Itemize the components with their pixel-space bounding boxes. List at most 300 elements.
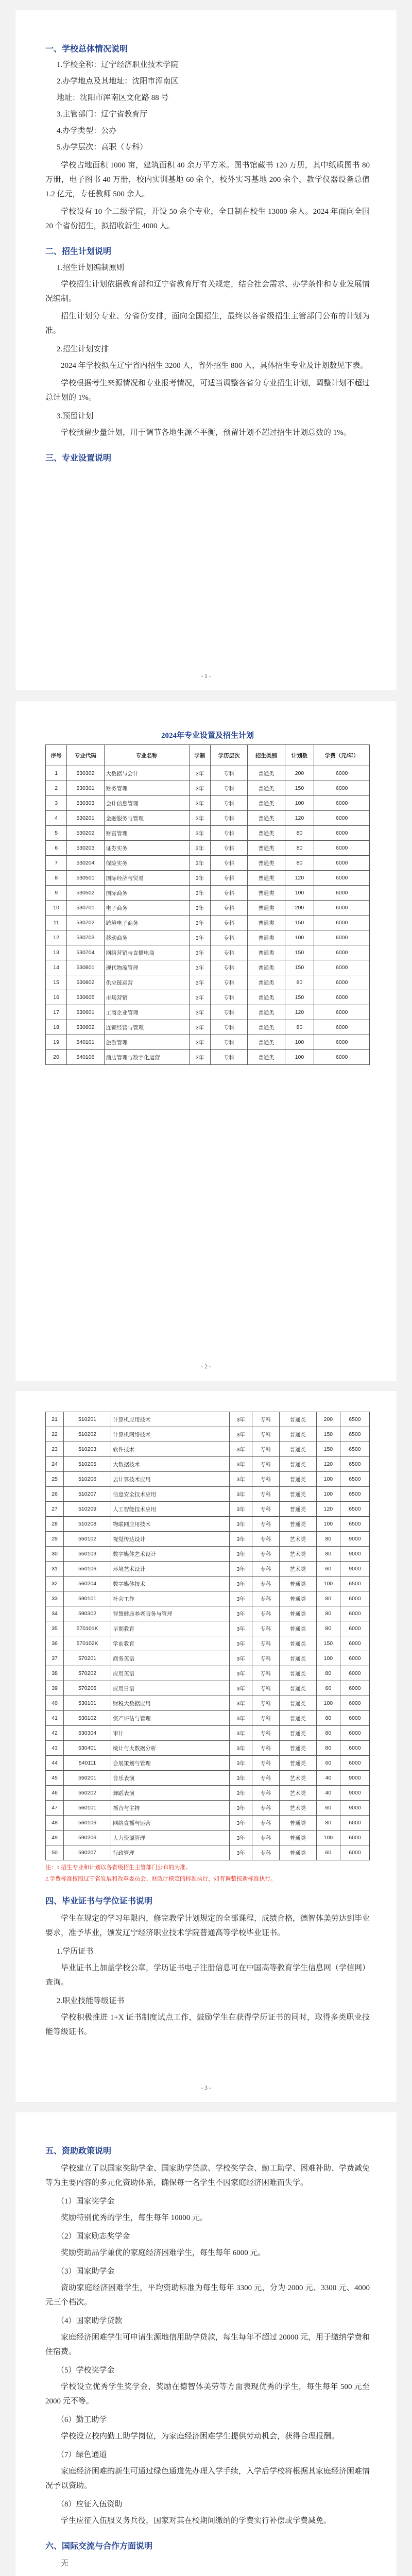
table-row (46, 1427, 370, 1442)
table-cell: 100 (285, 1035, 314, 1050)
table-cell: 3年 (230, 1726, 252, 1741)
table-cell: 18 (46, 1020, 67, 1035)
table-cell: 3年 (189, 841, 210, 856)
table-cell: 550106 (64, 1562, 111, 1577)
table-cell: 专科 (211, 1050, 248, 1065)
table-cell: 专科 (252, 1457, 280, 1472)
page-number: - 3 - (201, 2084, 211, 2091)
table-cell: 3年 (230, 1666, 252, 1681)
table-cell: 530204 (67, 856, 104, 871)
table-cell: 专科 (252, 1502, 280, 1517)
table-cell: 510201 (64, 1412, 111, 1427)
table-cell: 普通类 (248, 856, 285, 871)
table-cell: 3年 (189, 1005, 210, 1020)
table-cell: 13 (46, 945, 67, 960)
table-cell: 530502 (67, 886, 104, 901)
table-cell: 150 (285, 916, 314, 930)
table-cell: 200 (316, 1412, 340, 1427)
table-cell: 3年 (230, 1636, 252, 1651)
section-5-title: 五、资助政策说明 (45, 2147, 112, 2156)
table-cell: 大数据技术 (111, 1457, 230, 1472)
section-2-paragraph: 2024 年学校拟在辽宁省内招生 3200 人，省外招生 800 人，具体招生专业及计划数见下表。 (61, 362, 368, 370)
table-cell: 普通类 (248, 901, 285, 916)
table-row (46, 990, 370, 1005)
table-cell: 普通类 (279, 1741, 316, 1756)
table-cell: 80 (316, 1606, 340, 1621)
majors-table (45, 744, 370, 1065)
table-cell: 普通类 (248, 766, 285, 781)
table-row (46, 1472, 370, 1487)
table-cell: 100 (285, 796, 314, 811)
table-cell: 6000 (340, 1726, 369, 1741)
table-cell: 普通类 (279, 1681, 316, 1696)
table-cell: 6500 (340, 1577, 369, 1591)
table-cell: 9000 (340, 1786, 369, 1801)
table-cell: 专科 (252, 1666, 280, 1681)
table-cell: 590101 (64, 1591, 111, 1606)
table-cell: 专科 (211, 945, 248, 960)
table-cell: 150 (285, 945, 314, 960)
table-cell: 11 (46, 916, 67, 930)
table-cell: 550102 (64, 1532, 111, 1547)
table-cell: 590302 (64, 1606, 111, 1621)
table-cell: 专科 (252, 1726, 280, 1741)
section-5-paragraph: 学生应征入伍服义务兵役，国家对其在校期间缴纳的学费实行补偿或学费减免。 (61, 2517, 332, 2525)
table-cell: 3年 (189, 1020, 210, 1035)
table-cell: 80 (316, 1621, 340, 1636)
table-cell: 信息安全技术应用 (111, 1487, 230, 1502)
table-cell: 6500 (340, 1502, 369, 1517)
table-cell: 14 (46, 960, 67, 975)
table-cell: 530602 (67, 1020, 104, 1035)
table-cell: 560106 (64, 1816, 111, 1831)
table-cell: 6500 (340, 1442, 369, 1457)
section-4-paragraph: 学生在规定的学习年限内，修完教学计划规定的全部课程，成绩合格，德智体美劳达到毕业要求，准予毕业，颁发辽宁经济职业技术学院普通高等学校毕业证书。 (45, 1914, 370, 1937)
table-cell: 6000 (314, 841, 370, 856)
table-cell: 37 (46, 1651, 64, 1666)
table-cell: 普通类 (279, 1845, 316, 1860)
table-cell: 200 (285, 766, 314, 781)
table-cell: 6000 (314, 871, 370, 886)
table-row (46, 1681, 370, 1696)
table-cell: 510207 (64, 1487, 111, 1502)
table-cell: 28 (46, 1517, 64, 1532)
table-cell: 资产评估与管理 (111, 1711, 230, 1726)
table-cell: 环境艺术设计 (111, 1562, 230, 1577)
table-cell: 视觉传达设计 (111, 1532, 230, 1547)
table-cell: 540101 (67, 1035, 104, 1050)
table-row (46, 1696, 370, 1711)
table-cell: 120 (316, 1502, 340, 1517)
section-5-subheading: （7）绿色通道 (57, 2451, 107, 2459)
table-cell: 酒店管理与数字化运营 (104, 1050, 189, 1065)
table-cell: 530303 (67, 796, 104, 811)
table-cell: 24 (46, 1457, 64, 1472)
info-label: 2.办学地点及其地址： (57, 77, 132, 86)
table-cell: 100 (316, 1517, 340, 1532)
table-cell: 150 (316, 1427, 340, 1442)
table-cell: 专科 (211, 826, 248, 841)
table-cell: 6000 (314, 811, 370, 826)
table-cell: 专科 (211, 916, 248, 930)
table-cell: 3年 (230, 1517, 252, 1532)
table-cell: 专科 (252, 1831, 280, 1845)
table-cell: 普通类 (279, 1577, 316, 1591)
table-cell: 6000 (314, 1035, 370, 1050)
table-cell: 财务管理 (104, 781, 189, 796)
table-cell: 工商企业管理 (104, 1005, 189, 1020)
table-cell: 专科 (252, 1816, 280, 1831)
section-5-paragraph: 学校建立了以国家奖助学金、国家助学贷款、学校奖学金、勤工助学、困难补助、学费减免等为主要内容的多元化资助体系，确保每一名学生不因家庭经济困难而失学。 (45, 2164, 370, 2187)
table-header-cell: 序号 (46, 745, 67, 766)
table-cell: 专科 (211, 990, 248, 1005)
table-cell: 3年 (230, 1547, 252, 1562)
table-cell: 3年 (230, 1621, 252, 1636)
table-cell: 9000 (340, 1547, 369, 1562)
table-cell: 560204 (64, 1577, 111, 1591)
table-cell: 570201 (64, 1651, 111, 1666)
table-cell: 专科 (211, 1020, 248, 1035)
table-row (46, 781, 370, 796)
table-cell: 普通类 (279, 1591, 316, 1606)
section-5-subheading: （8）应征入伍资助 (57, 2500, 123, 2509)
table-row (46, 1562, 370, 1577)
table-cell: 专科 (252, 1786, 280, 1801)
table-cell: 100 (285, 1050, 314, 1065)
table-row (46, 1457, 370, 1472)
info-row (57, 125, 370, 137)
table-row (46, 1577, 370, 1591)
table-cell: 3年 (189, 960, 210, 975)
table-cell: 商务英语 (111, 1651, 230, 1666)
table-header-cell: 专业代码 (67, 745, 104, 766)
table-cell: 80 (316, 1711, 340, 1726)
table-cell: 100 (316, 1651, 340, 1666)
table-cell: 38 (46, 1666, 64, 1681)
table-cell: 普通类 (279, 1816, 316, 1831)
table-cell: 6500 (340, 1517, 369, 1532)
table-cell: 数字媒体艺术设计 (111, 1547, 230, 1562)
table-cell: 80 (316, 1741, 340, 1756)
table-cell: 45 (46, 1771, 64, 1786)
table-cell: 44 (46, 1756, 64, 1771)
info-value: 公办 (101, 127, 117, 135)
table-cell: 专科 (252, 1487, 280, 1502)
table-cell: 530301 (67, 781, 104, 796)
table-cell: 20 (46, 1050, 67, 1065)
table-cell: 34 (46, 1606, 64, 1621)
table-row (46, 1726, 370, 1741)
table-row (46, 766, 370, 781)
table-row (46, 945, 370, 960)
table-cell: 6500 (340, 1472, 369, 1487)
info-label: 5.办学层次： (57, 143, 101, 151)
table-row (46, 975, 370, 990)
table-row (46, 871, 370, 886)
table-cell: 普通类 (248, 960, 285, 975)
table-cell: 专科 (252, 1845, 280, 1860)
table-row (46, 1816, 370, 1831)
table-cell: 590207 (64, 1845, 111, 1860)
table-cell: 3年 (230, 1831, 252, 1845)
table-cell: 艺术类 (279, 1547, 316, 1562)
table-cell: 专科 (211, 841, 248, 856)
table-cell: 3年 (230, 1681, 252, 1696)
table-cell: 540111 (64, 1756, 111, 1771)
table-cell: 100 (316, 1577, 340, 1591)
table-cell: 530801 (67, 960, 104, 975)
table-cell: 3年 (230, 1562, 252, 1577)
table-cell: 网络营销与直播电商 (104, 945, 189, 960)
table-cell: 6000 (340, 1591, 369, 1606)
section-2-paragraph: 学校根据考生来源情况和专业报考情况，可适当调整各省分专业招生计划，调整计划不超过总计划的 1%。 (45, 379, 370, 402)
table-cell: 3年 (230, 1756, 252, 1771)
table-cell: 4 (46, 811, 67, 826)
section-6-title: 六、国际交流与合作方面说明 (45, 2542, 153, 2551)
info-value: 沈阳市浑南区文化路 88 号 (80, 94, 169, 102)
table-header-cell: 计划数 (285, 745, 314, 766)
table-row (46, 1591, 370, 1606)
table-cell: 跨境电子商务 (104, 916, 189, 930)
table-row (46, 1517, 370, 1532)
table-cell: 普通类 (279, 1427, 316, 1442)
table-cell: 6000 (340, 1696, 369, 1711)
table-cell: 普通类 (279, 1412, 316, 1427)
table-cell: 30 (46, 1547, 64, 1562)
table-header-cell: 学费（元/年） (314, 745, 370, 766)
section-4-subheading: 1.学历证书 (57, 1947, 94, 1956)
table-row (46, 1050, 370, 1065)
table-cell: 550201 (64, 1771, 111, 1786)
table-cell: 财税大数据应用 (111, 1696, 230, 1711)
table-cell: 6000 (314, 796, 370, 811)
table-cell: 3年 (230, 1577, 252, 1591)
table-cell: 普通类 (279, 1666, 316, 1681)
table-cell: 3年 (189, 766, 210, 781)
table-cell: 3年 (189, 1050, 210, 1065)
table-cell: 专科 (252, 1427, 280, 1442)
table-cell: 550103 (64, 1547, 111, 1562)
table-row (46, 1845, 370, 1860)
table-cell: 普通类 (279, 1696, 316, 1711)
table-cell: 证券实务 (104, 841, 189, 856)
table-cell: 530302 (67, 766, 104, 781)
section-2-subheading: 2.招生计划安排 (57, 345, 109, 353)
table-cell: 艺术类 (279, 1532, 316, 1547)
table-cell: 9000 (340, 1771, 369, 1786)
table-cell: 3年 (189, 811, 210, 826)
table-cell: 财富管理 (104, 826, 189, 841)
table-cell: 普通类 (279, 1606, 316, 1621)
table-cell: 530203 (67, 841, 104, 856)
table-cell: 6000 (314, 1005, 370, 1020)
table-cell: 3年 (230, 1442, 252, 1457)
table-cell: 普通类 (248, 841, 285, 856)
table-cell: 510203 (64, 1442, 111, 1457)
table-cell: 150 (285, 781, 314, 796)
table-row (46, 1831, 370, 1845)
section-5-subheading: （6）勤工助学 (57, 2416, 107, 2424)
table-row (46, 1005, 370, 1020)
table-cell: 9000 (340, 1532, 369, 1547)
table-cell: 16 (46, 990, 67, 1005)
table-cell: 人工智能技术应用 (111, 1502, 230, 1517)
table-cell: 6000 (340, 1621, 369, 1636)
table-cell: 专科 (252, 1651, 280, 1666)
table-row (46, 841, 370, 856)
table-cell: 6000 (314, 901, 370, 916)
table-cell: 专科 (211, 1005, 248, 1020)
table-cell: 国际商务 (104, 886, 189, 901)
table-cell: 36 (46, 1636, 64, 1651)
table-cell: 3年 (230, 1741, 252, 1756)
table-cell: 590206 (64, 1831, 111, 1845)
table-cell: 3年 (230, 1696, 252, 1711)
table-cell: 3年 (230, 1801, 252, 1816)
table-cell: 80 (316, 1726, 340, 1741)
table-cell: 6000 (340, 1756, 369, 1771)
table-cell: 60 (316, 1562, 340, 1577)
table-cell: 专科 (252, 1562, 280, 1577)
table-cell: 100 (316, 1472, 340, 1487)
table-cell: 专科 (211, 766, 248, 781)
table-cell: 专科 (252, 1412, 280, 1427)
table-cell: 普通类 (248, 796, 285, 811)
table-row (46, 1801, 370, 1816)
table-cell: 普通类 (248, 1020, 285, 1035)
table-row (46, 1651, 370, 1666)
table-cell: 6000 (340, 1606, 369, 1621)
table-row (46, 826, 370, 841)
table-row (46, 1741, 370, 1756)
table-header-cell: 学历层次 (211, 745, 248, 766)
table-cell: 普通类 (279, 1636, 316, 1651)
table-cell: 专科 (252, 1801, 280, 1816)
table-cell: 6500 (340, 1457, 369, 1472)
table-cell: 3年 (230, 1771, 252, 1786)
table-cell: 9 (46, 886, 67, 901)
table-row (46, 1786, 370, 1801)
table-cell: 软件技术 (111, 1442, 230, 1457)
info-value: 辽宁经济职业技术学院 (101, 61, 179, 69)
table-row (46, 1532, 370, 1547)
table-cell: 3年 (230, 1427, 252, 1442)
table-cell: 6000 (340, 1845, 369, 1860)
table-cell: 3年 (230, 1487, 252, 1502)
table-cell: 3年 (189, 826, 210, 841)
table-cell: 6000 (314, 945, 370, 960)
table-cell: 530701 (67, 901, 104, 916)
table-cell: 3年 (189, 886, 210, 901)
section-4-paragraph: 毕业证书上加盖学校公章，学历证书电子注册信息可在中国高等教育学生信息网（学信网）查询。 (45, 1964, 370, 1987)
table-row (46, 916, 370, 930)
table-cell: 6 (46, 841, 67, 856)
table-cell: 100 (316, 1487, 340, 1502)
table-cell: 40 (316, 1786, 340, 1801)
table-cell: 46 (46, 1786, 64, 1801)
info-value: 辽宁省教育厅 (101, 110, 148, 118)
table-row (46, 1771, 370, 1786)
table-cell: 23 (46, 1442, 64, 1457)
table-cell: 510205 (64, 1457, 111, 1472)
section-4-paragraph: 学校积极推进 1+X 证书制度试点工作，鼓励学生在获得学历证书的同时，取得多类职业技能等级证书。 (45, 2013, 370, 2036)
table-cell: 专科 (252, 1756, 280, 1771)
table-cell: 云计算技术应用 (111, 1472, 230, 1487)
section-2-subheading: 1.招生计划编制原则 (57, 264, 125, 272)
table-cell: 100 (316, 1831, 340, 1845)
table-cell: 3年 (189, 796, 210, 811)
table-cell: 200 (285, 901, 314, 916)
table-cell: 3年 (230, 1532, 252, 1547)
table-cell: 普通类 (279, 1831, 316, 1845)
table-cell: 3年 (189, 990, 210, 1005)
table-cell: 网络直播与运营 (111, 1816, 230, 1831)
table-row (46, 1412, 370, 1427)
table-cell: 42 (46, 1726, 64, 1741)
table-cell: 510209 (64, 1502, 111, 1517)
table-cell: 100 (285, 886, 314, 901)
table-cell: 普通类 (248, 871, 285, 886)
section-5-subheading: （1）国家奖学金 (57, 2197, 115, 2206)
table-cell: 29 (46, 1532, 64, 1547)
section-6-value: 无 (61, 2560, 69, 2568)
table-cell: 12 (46, 930, 67, 945)
table-cell: 40 (46, 1696, 64, 1711)
table-row (46, 811, 370, 826)
table-cell: 国际经济与贸易 (104, 871, 189, 886)
table-cell: 统计与大数据分析 (111, 1741, 230, 1756)
document-page-4 (15, 2112, 397, 2576)
table-cell: 100 (316, 1696, 340, 1711)
table-cell: 530202 (67, 826, 104, 841)
table-cell: 6000 (314, 886, 370, 901)
table-cell: 普通类 (279, 1457, 316, 1472)
document-page-1 (15, 10, 397, 690)
table-cell: 6000 (340, 1816, 369, 1831)
table-cell: 3年 (189, 871, 210, 886)
table-cell: 早期教育 (111, 1621, 230, 1636)
section-5-paragraph: 家庭经济困难的新生可通过绿色通道先办理入学手续，入学后学校将根据其家庭经济困难情况予以资助。 (45, 2467, 370, 2490)
table-cell: 3年 (230, 1472, 252, 1487)
table-cell: 15 (46, 975, 67, 990)
table-cell: 31 (46, 1562, 64, 1577)
table-cell: 6500 (340, 1412, 369, 1427)
table-cell: 3年 (189, 1035, 210, 1050)
table-cell: 普通类 (279, 1442, 316, 1457)
table-cell: 80 (285, 975, 314, 990)
table-row (46, 1636, 370, 1651)
table-cell: 47 (46, 1801, 64, 1816)
table-cell: 普通类 (248, 1005, 285, 1020)
table-cell: 金融服务与管理 (104, 811, 189, 826)
table-cell: 供应链运营 (104, 975, 189, 990)
table-cell: 150 (316, 1636, 340, 1651)
table-cell: 80 (316, 1532, 340, 1547)
section-5-paragraph: 学校设立优秀学生奖学金，奖励在德智体美劳等方面表现优秀的学生，每生每年 500 元至 2000 元不等。 (45, 2383, 370, 2405)
table-cell: 6500 (340, 1487, 369, 1502)
section-5-paragraph: 奖励特别优秀的学生，每生每年 10000 元。 (61, 2214, 208, 2222)
table-cell: 26 (46, 1487, 64, 1502)
table-row (46, 1756, 370, 1771)
table-cell: 移动商务 (104, 930, 189, 945)
table-header-cell: 学制 (189, 745, 210, 766)
table-cell: 19 (46, 1035, 67, 1050)
table-cell: 普通类 (279, 1651, 316, 1666)
table-cell: 舞蹈表演 (111, 1786, 230, 1801)
table-cell: 专科 (211, 811, 248, 826)
table-row (46, 1035, 370, 1050)
table-cell: 540106 (67, 1050, 104, 1065)
